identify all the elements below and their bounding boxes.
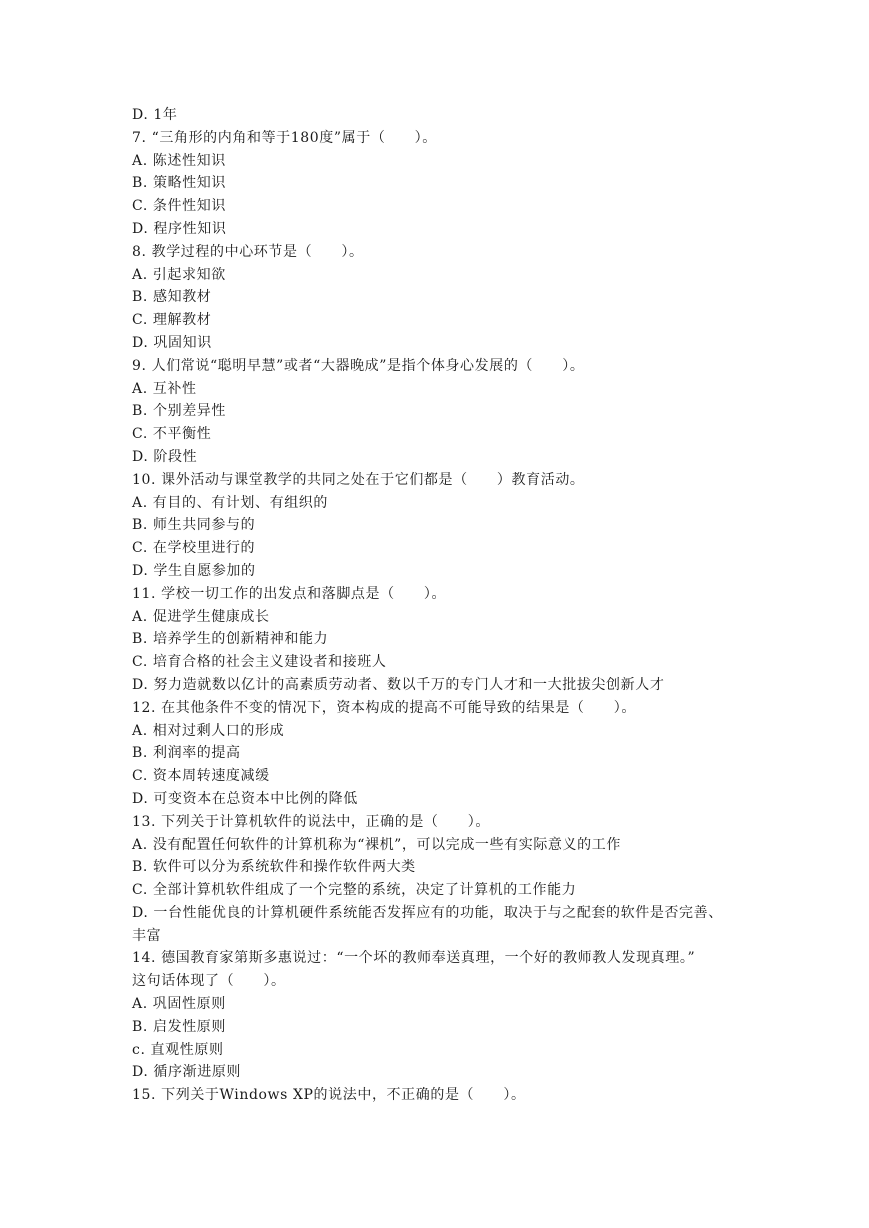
text-line: A. 互补性 bbox=[132, 380, 197, 397]
text-line: c. 直观性原则 bbox=[132, 1041, 224, 1058]
text-line: D. 可变资本在总资本中比例的降低 bbox=[132, 790, 358, 807]
text-line: C. 不平衡性 bbox=[132, 426, 212, 443]
text-line: A. 促进学生健康成长 bbox=[132, 608, 270, 625]
text-line: C. 资本周转速度减缓 bbox=[132, 768, 270, 785]
question-text-block bbox=[132, 104, 752, 1107]
text-line: B. 启发性原则 bbox=[132, 1018, 226, 1035]
text-line: B. 培养学生的创新精神和能力 bbox=[132, 631, 329, 648]
text-line: B. 利润率的提高 bbox=[132, 745, 241, 762]
text-line: C. 培育合格的社会主义建设者和接班人 bbox=[132, 654, 387, 671]
text-line: D. 阶段性 bbox=[132, 448, 198, 465]
text-line: A. 巩固性原则 bbox=[132, 996, 226, 1013]
text-line: 13. 下列关于计算机软件的说法中，正确的是（ ）。 bbox=[132, 813, 490, 830]
text-line: 丰富 bbox=[132, 927, 162, 944]
text-line: B. 感知教材 bbox=[132, 289, 212, 306]
text-line: B. 个别差异性 bbox=[132, 403, 226, 420]
text-line: A. 相对过剩人口的形成 bbox=[132, 722, 285, 739]
text-line: D. 努力造就数以亿计的高素质劳动者、数以千万的专门人才和一大批拔尖创新人才 bbox=[132, 676, 665, 693]
text-line: D. 学生自愿参加的 bbox=[132, 562, 256, 579]
text-line: 7. “三角形的内角和等于180度”属于（ ）。 bbox=[132, 129, 437, 146]
text-line: A. 有目的、有计划、有组织的 bbox=[132, 494, 329, 511]
text-line: 10. 课外活动与课堂教学的共同之处在于它们都是（ ）教育活动。 bbox=[132, 471, 585, 488]
text-line: 14. 德国教育家第斯多惠说过：“一个坏的教师奉送真理，一个好的教师教人发现真理。” bbox=[132, 950, 696, 967]
text-line: 8. 教学过程的中心环节是（ ）。 bbox=[132, 243, 364, 260]
text-line: B. 软件可以分为系统软件和操作软件两大类 bbox=[132, 859, 416, 876]
text-line: D. 循序渐进原则 bbox=[132, 1064, 242, 1081]
text-line: 11. 学校一切工作的出发点和落脚点是（ ）。 bbox=[132, 585, 447, 602]
text-line: A. 引起求知欲 bbox=[132, 266, 226, 283]
text-line: A. 陈述性知识 bbox=[132, 152, 226, 169]
text-line: D. 1年 bbox=[132, 107, 178, 123]
text-line: D. 一台性能优良的计算机硬件系统能否发挥应有的功能，取决于与之配套的软件是否完善、 bbox=[132, 904, 723, 921]
text-line: 15. 下列关于Windows XP的说法中，不正确的是（ ）。 bbox=[132, 1087, 526, 1104]
text-line: 这句话体现了（ ）。 bbox=[132, 973, 286, 990]
text-line: C. 在学校里进行的 bbox=[132, 540, 256, 557]
text-line: 12. 在其他条件不变的情况下，资本构成的提高不可能导致的结果是（ ）。 bbox=[132, 699, 636, 716]
text-line: 9. 人们常说“聪明早慧”或者“大器晚成”是指个体身心发展的（ ）。 bbox=[132, 357, 585, 374]
text-line: C. 条件性知识 bbox=[132, 198, 226, 215]
text-line: B. 师生共同参与的 bbox=[132, 517, 256, 534]
text-line: B. 策略性知识 bbox=[132, 175, 226, 192]
text-line: A. 没有配置任何软件的计算机称为“裸机”，可以完成一些有实际意义的工作 bbox=[132, 836, 621, 853]
text-line: D. 巩固知识 bbox=[132, 334, 212, 351]
text-line: C. 全部计算机软件组成了一个完整的系统，决定了计算机的工作能力 bbox=[132, 882, 577, 899]
text-line: C. 理解教材 bbox=[132, 312, 212, 329]
text-line: D. 程序性知识 bbox=[132, 220, 227, 237]
